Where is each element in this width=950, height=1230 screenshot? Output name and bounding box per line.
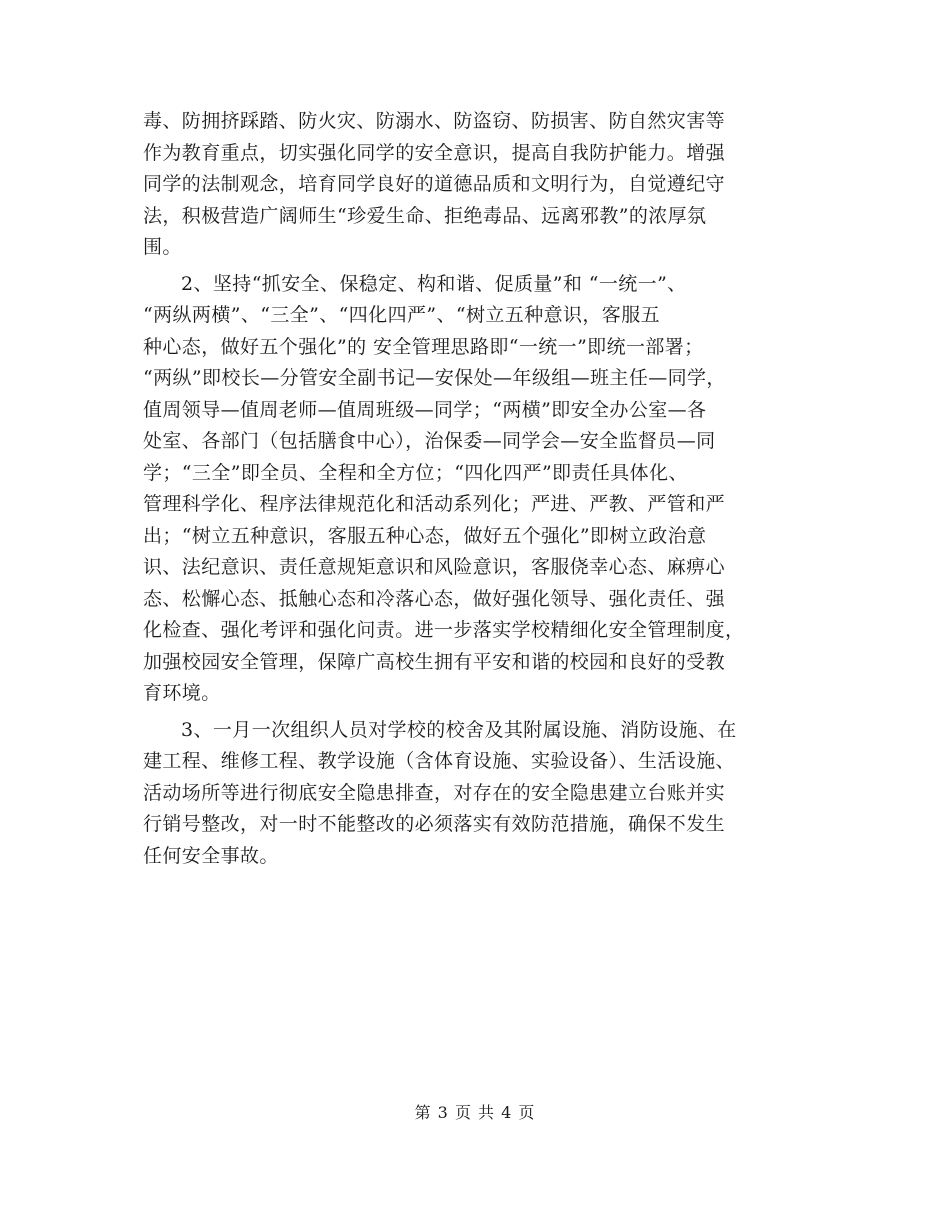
paragraph-3 — [143, 715, 807, 873]
text-line: 管理科学化、程序法律规范化和活动系列化；严进、严教、严管和严 — [143, 493, 726, 515]
text-line: 态、松懈心态、抵触心态和冷落心态，做好强化领导、强化责任、强 — [143, 587, 726, 610]
paragraph-2 — [143, 269, 807, 710]
text-line: 建工程、维修工程、教学设施（含体育设施、实验设备）、生活设施、 — [143, 750, 735, 772]
text-line: “两纵”即校长—分管安全副书记—安保处—年级组—班主任—同学， — [143, 367, 726, 389]
paragraph-1 — [143, 106, 807, 264]
text-line: 学；“三全”即全员、全程和全方位；“四化四严”即责任具体化、 — [143, 461, 688, 484]
text-line: 3、一月一次组织人员对学校的校舍及其附属设施、消防设施、在 — [181, 718, 737, 741]
text-line: 育环境。 — [143, 682, 221, 704]
text-line: 加强校园安全管理，保障广高校生拥有平安和谐的校园和良好的受教 — [143, 650, 726, 673]
text-line: 化检查、强化考评和强化问责。进一步落实学校精细化安全管理制度， — [143, 619, 745, 641]
text-line: 同学的法制观念，培育同学良好的道德品质和文明行为，自觉遵纪守 — [143, 173, 726, 195]
text-line: 2、坚持“抓安全、保稳定、构和谐、促质量”和 “一统一”、 — [181, 272, 687, 295]
text-line: 识、法纪意识、责任意规矩意识和风险意识，客服侥幸心态、麻痹心 — [143, 556, 726, 578]
text-line: 出；“树立五种意识，客服五种心态，做好五个强化”即树立政治意 — [143, 524, 707, 547]
text-line: 毒、防拥挤踩踏、防火灾、防溺水、防盗窃、防损害、防自然灾害等 — [143, 110, 726, 132]
text-line: 作为教育重点，切实强化同学的安全意识，提高自我防护能力。增强 — [143, 141, 726, 164]
text-line: 活动场所等进行彻底安全隐患排查，对存在的安全隐患建立台账并实 — [143, 781, 726, 804]
text-line: 法，积极营造广阔师生“珍爱生命、拒绝毒品、远离邪教”的浓厚氛 — [143, 204, 707, 227]
text-line: 行销号整改，对一时不能整改的必须落实有效防范措施，确保不发生 — [143, 813, 726, 835]
text-line: 值周领导—值周老师—值周班级—同学；“两横”即安全办公室—各 — [143, 398, 707, 421]
page-number-footer: 第 3 页 共 4 页 — [414, 1103, 536, 1122]
text-line: 处室、各部门（包括膳食中心），治保委—同学会—安全监督员—同 — [143, 430, 716, 452]
text-line: 围。 — [143, 236, 182, 258]
text-line: 种心态，做好五个强化”的 安全管理思路即“一统一”即统一部署； — [143, 335, 704, 358]
document-body — [143, 106, 807, 872]
text-line: 任何安全事故。 — [143, 844, 279, 867]
text-line: “两纵两横”、“三全”、“四化四严”、“树立五种意识，客服五 — [143, 304, 660, 326]
